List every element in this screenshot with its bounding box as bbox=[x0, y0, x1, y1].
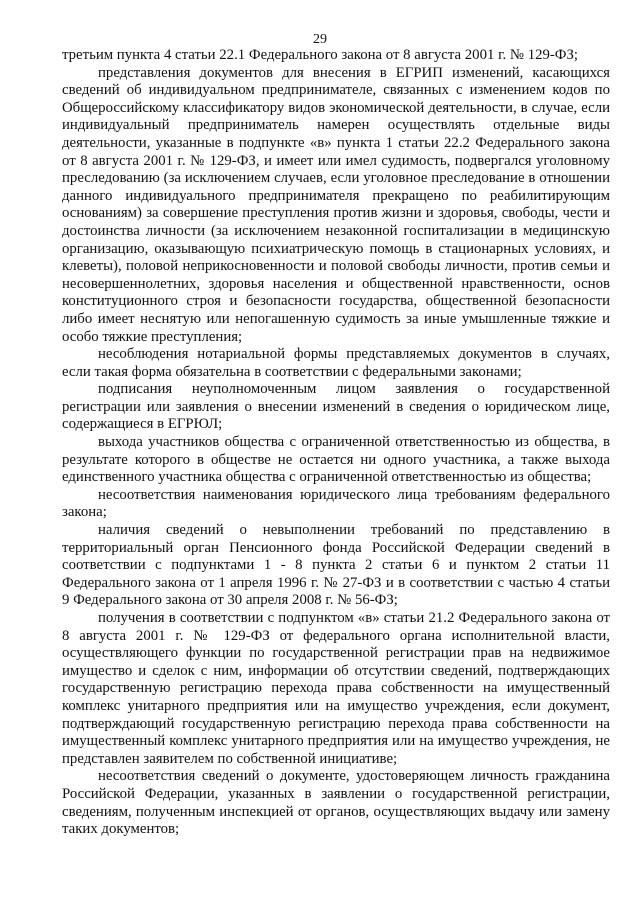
paragraph-egrip-changes: представления документов для внесения в ЕГРИП изменений, касающихся сведений об индивидуальном предпринимателе, связанных с изменением кодов по Общероссийскому классификатору видов экономической деятельности, в случае, если индивидуальный предприниматель намерен осуществлять отдельные виды деятельности, указанные в подпункте «в» пункта 1 статьи 22.2 Федерального закона от 8 августа 2001 г. № 129-ФЗ, и имеет или имел судимость, подвергался уголовному преследованию (за исключением случаев, если уголовное преследование в отношении данного индивидуального предпринимателя прекращено по реабилитирующим основаниям) за совершение преступления против жизни и здоровья, свободы, чести и достоинства личности (за исключением незаконной госпитализации в медицинскую организацию, оказывающую психиатрическую помощь в стационарных условиях, и клеветы), половой неприкосновенности и половой свободы личности, против семьи и несовершеннолетних, здоровья населения и общественной нравственности, основ конституционного строя и безопасности государства, общественной безопасности либо имеет неснятую или непогашенную судимость за иные умышленные тяжкие и особо тяжкие преступления; bbox=[62, 64, 610, 345]
paragraph-notarial-form: несоблюдения нотариальной формы представляемых документов в случаях, если такая форма обязательна в соответствии с федеральными законами; bbox=[62, 346, 610, 380]
paragraph-property-registration: получения в соответствии с подпунктом «в» статьи 21.2 Федерального закона от 8 августа 2001 г. № 129-ФЗ от федерального органа исполнительной власти, осуществляющего функции по государственной регистрации прав на недвижимое имущество и сделок с ним, информации об отсутствии сведений, подтверждающих государственную регистрацию перехода права собственности на имущественный комплекс унитарного предприятия или на имущество учреждения, если документ, подтверждающий государственную регистрацию перехода права собственности на имущественный комплекс унитарного предприятия или на имущество учреждения, не представлен заявителем по собственной инициативе; bbox=[62, 610, 610, 767]
paragraph-llc-exit: выхода участников общества с ограниченной ответственностью из общества, в результате которого в обществе не остается ни одного участника, а также выхода единственного участника общества с ограниченной ответственностью из общества; bbox=[62, 434, 610, 486]
paragraph-continuation: третьим пункта 4 статьи 22.1 Федерального закона от 8 августа 2001 г. № 129-ФЗ; bbox=[62, 47, 579, 63]
paragraph-name-mismatch: несоответствия наименования юридического лица требованиям федерального закона; bbox=[62, 486, 610, 521]
page-number: 29 bbox=[313, 32, 327, 47]
paragraph-pension-fund: наличия сведений о невыполнении требований по представлению в территориальный орган Пенсионного фонда Российской Федерации сведений в соответствии с подпунктами 1 - 8 пункта 2 статьи 6 и пунктом 2 статьи 11 Федерального закона от 1 апреля 1996 г. № 27-ФЗ и в соответствии с частью 4 статьи 9 Федерального закона от 30 апреля 2008 г. № 56-ФЗ; bbox=[62, 522, 610, 609]
paragraph-identity-document: несоответствия сведений о документе, удостоверяющем личность гражданина Российской Федерации, указанных в заявлении о государственной регистрации, сведениям, полученным инспекцией от органов, осуществляющих выдачу или замену таких документов; bbox=[62, 768, 610, 838]
paragraph-unauthorized-signing: подписания неуполномоченным лицом заявления о государственной регистрации или заявления о внесении изменений в сведения о юридическом лице, содержащиеся в ЕГРЮЛ; bbox=[62, 381, 610, 433]
document-body bbox=[62, 47, 610, 839]
